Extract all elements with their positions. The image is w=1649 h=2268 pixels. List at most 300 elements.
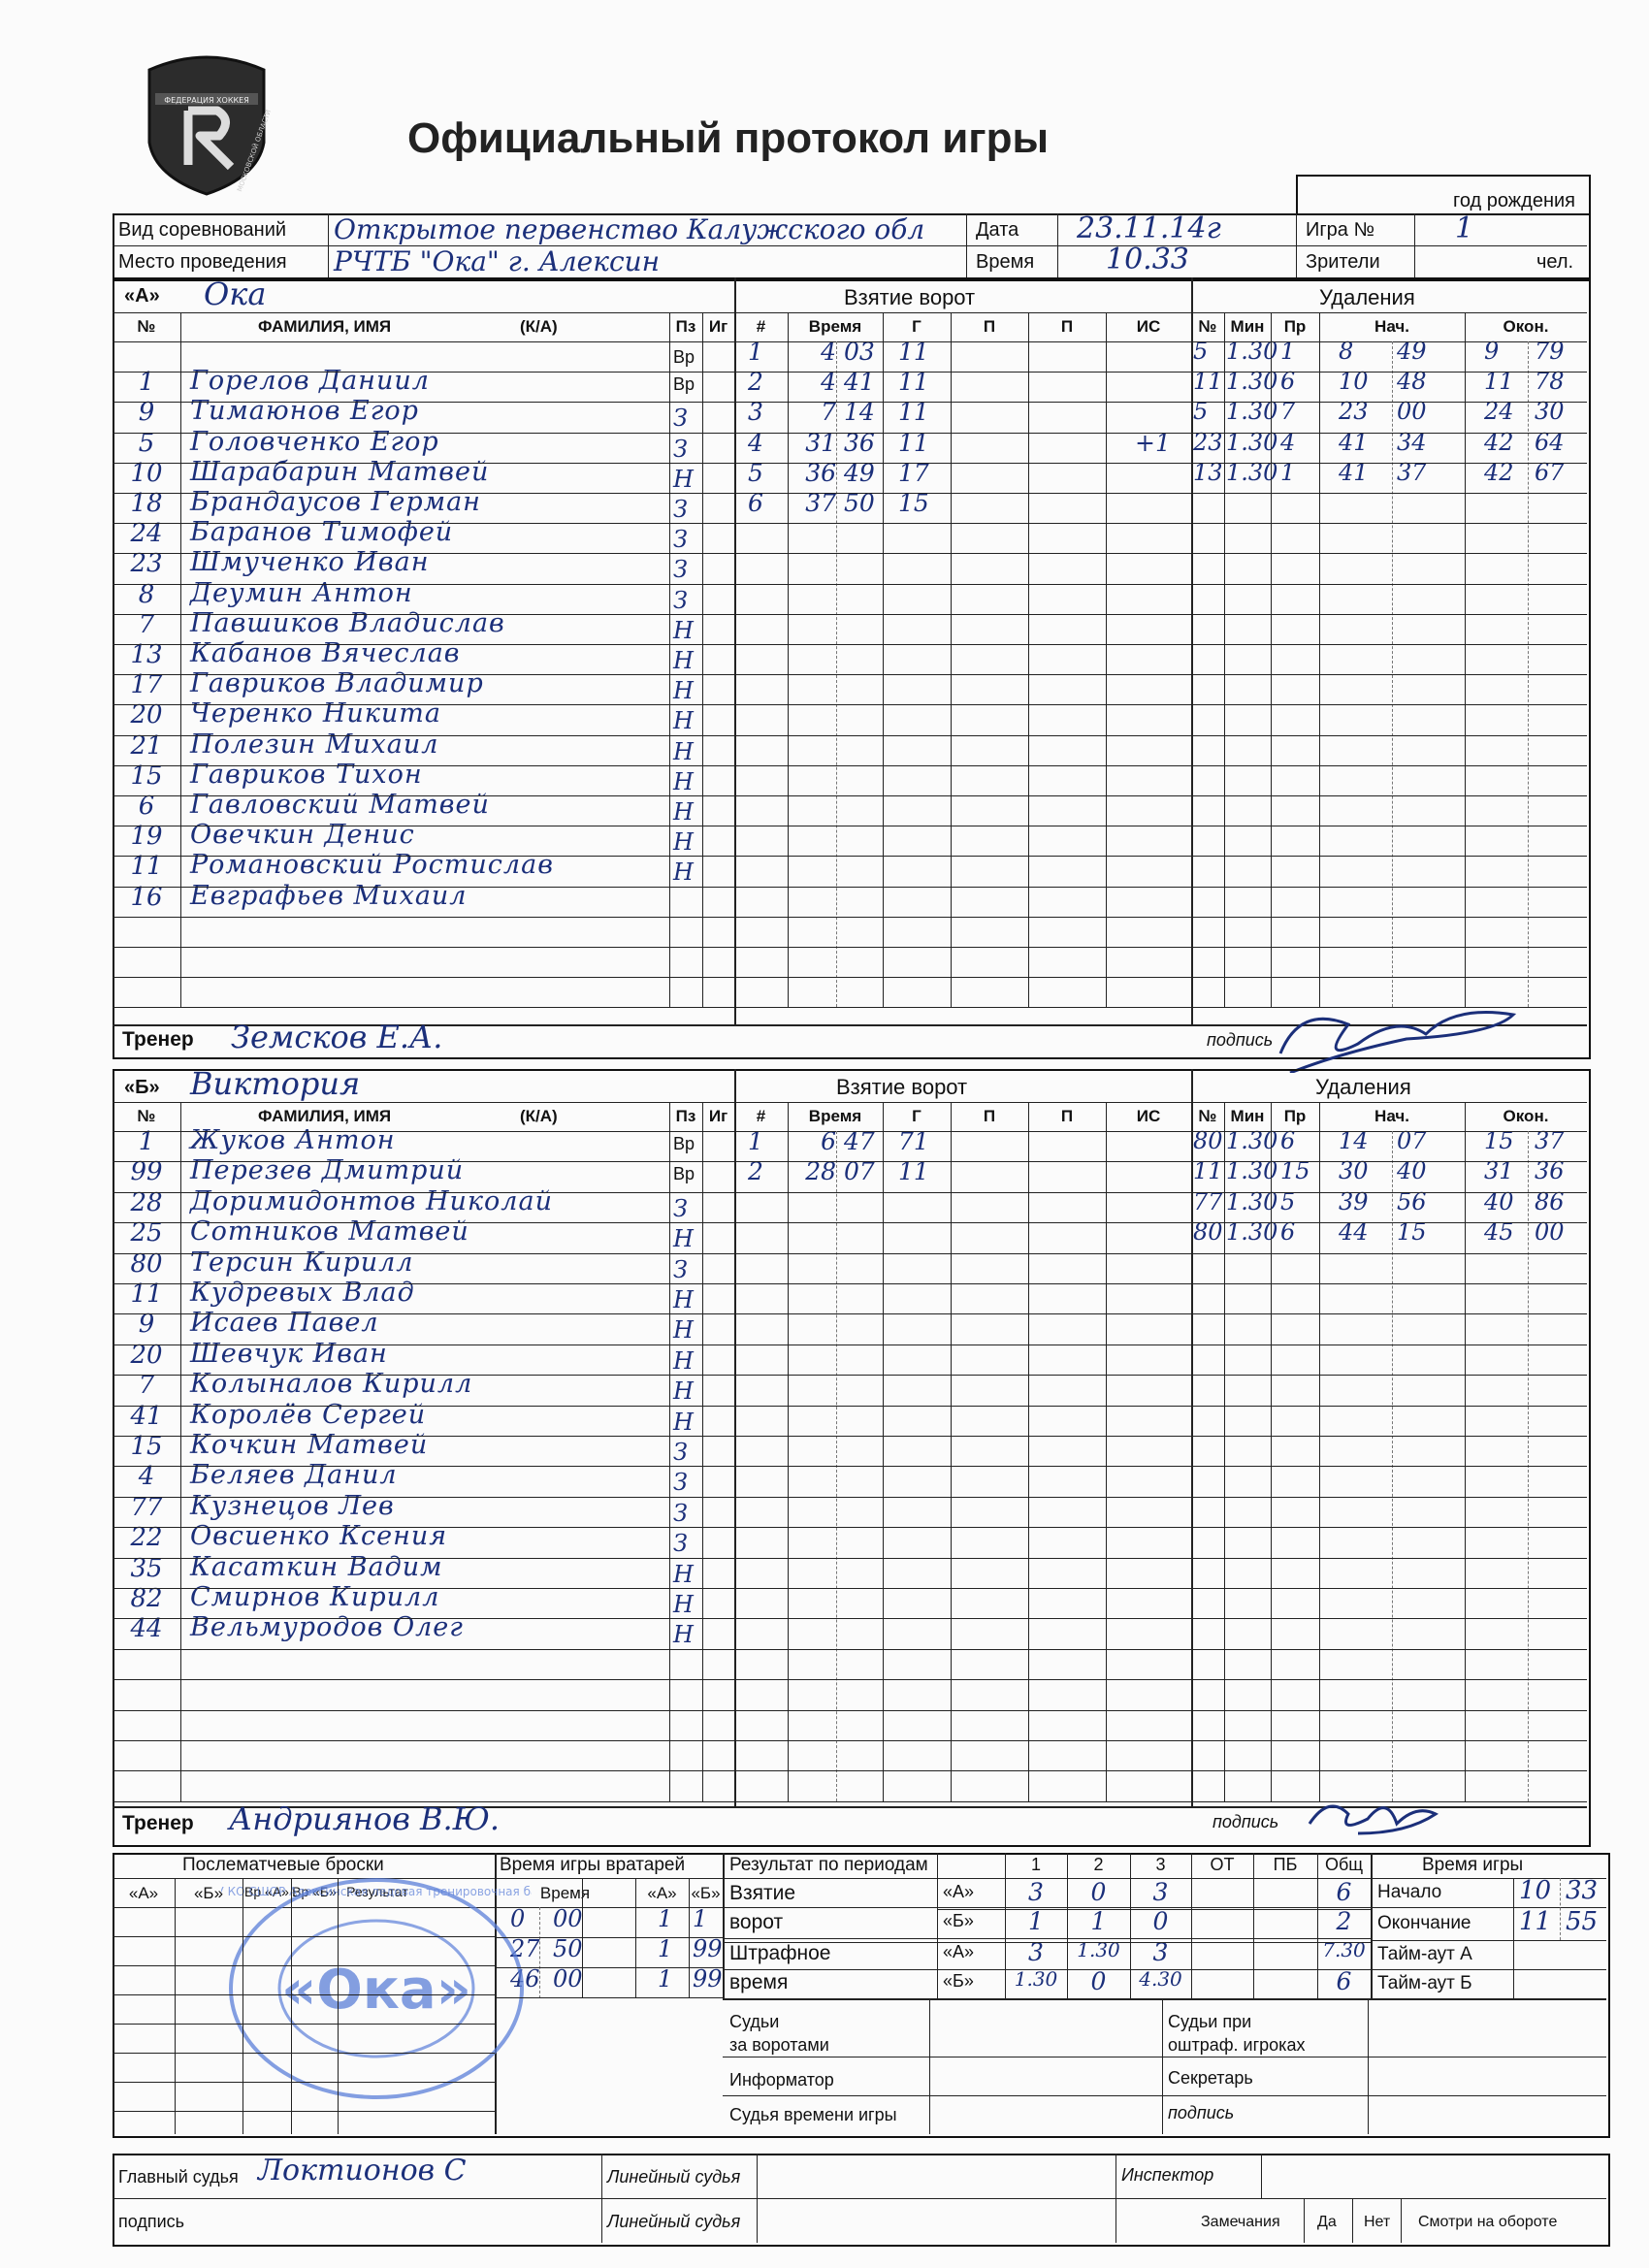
player-name: Колыналов Кирилл	[190, 1369, 473, 1400]
goalie-time-title: Время игры вратарей	[500, 1855, 686, 1875]
penalty-judges-label-2: оштраф. игроках	[1168, 2035, 1306, 2055]
team-b-col-g-time: Время	[808, 1107, 862, 1125]
player-number: 20	[130, 1340, 163, 1370]
team-a-col-p-start: Нач.	[1374, 317, 1409, 336]
player-number: 4	[138, 1462, 155, 1492]
team-a-col-p-min: Мин	[1230, 317, 1265, 336]
player-position: Н	[673, 1377, 694, 1406]
team-a-col-ig: Иг	[708, 317, 728, 336]
goal-scorer: 15	[898, 489, 929, 517]
penalty-start-second: 37	[1397, 458, 1427, 486]
team-b-col-p-pr: Пр	[1283, 1107, 1307, 1125]
goal-scorer: 17	[898, 458, 929, 487]
penalty-reason: 7	[1280, 398, 1296, 426]
remarks-label: Замечания	[1201, 2214, 1280, 2230]
goal-minute: 31	[805, 428, 836, 457]
team-a-col-g-is: ИС	[1136, 317, 1161, 336]
player-number: 20	[130, 700, 163, 730]
goal-number: 3	[748, 398, 763, 427]
period-value: 7.30	[1322, 1938, 1366, 1961]
main-referee-label: Главный судья	[118, 2167, 239, 2187]
player-row	[113, 880, 734, 917]
period-value: 0	[1090, 1878, 1107, 1906]
penalty-end-minute: 9	[1484, 338, 1500, 365]
goal-scorer: 11	[898, 398, 929, 427]
page-title: Официальный протокол игры	[407, 114, 1050, 162]
player-name: Евграфьев Михаил	[190, 880, 468, 911]
team-a-signature-label: подпись	[1207, 1030, 1274, 1050]
penalty-end-second: 30	[1535, 398, 1565, 426]
see-back-label: Смотри на обороте	[1418, 2214, 1558, 2230]
game-number-label: Игра №	[1306, 219, 1374, 241]
penalty-reason: 6	[1280, 1218, 1296, 1247]
secretary-label: Секретарь	[1168, 2068, 1253, 2088]
period-value: 3	[1028, 1878, 1044, 1906]
linesman-1-label: Линейный судья	[607, 2167, 741, 2187]
team-b-col-p-num: №	[1198, 1107, 1217, 1125]
player-name: Шевчук Иван	[190, 1338, 388, 1369]
player-position: Н	[673, 1286, 694, 1313]
player-row	[113, 1612, 734, 1649]
team-b-col-p-min: Мин	[1230, 1107, 1265, 1125]
team-b-col-p-end: Окон.	[1503, 1107, 1549, 1125]
penalty-start-minute: 41	[1339, 428, 1369, 456]
period-team-label: «Б»	[943, 1971, 974, 1991]
goalie-b-number: 99	[693, 1965, 723, 1993]
shootout-title: Послематчевые броски	[182, 1855, 384, 1875]
player-name: Головченко Егор	[190, 426, 439, 457]
player-position: Н	[673, 828, 694, 857]
player-position: Н	[673, 859, 694, 887]
goal-minute: 7	[821, 398, 836, 427]
team-b-col-g-num: #	[756, 1107, 766, 1125]
team-a-col-ka: (К/А)	[520, 317, 558, 336]
period-value: 4.30	[1139, 1967, 1182, 1991]
period-col-header: Общ	[1324, 1855, 1364, 1874]
stamp-ring-text: КО СШОР Алексинская ледовая тренировочная б	[227, 1885, 531, 1898]
penalty-end-minute: 45	[1484, 1218, 1514, 1247]
player-position: З	[673, 405, 688, 433]
player-number: 16	[130, 882, 163, 912]
time-label: Время	[976, 251, 1035, 273]
timekeeper-label: Судья времени игры	[729, 2105, 897, 2124]
penalty-player-number: 77	[1193, 1187, 1223, 1215]
period-team-label: «А»	[943, 1882, 975, 1901]
player-number: 22	[130, 1523, 163, 1553]
goal-scorer: 11	[898, 368, 929, 397]
player-position: Н	[673, 737, 694, 765]
team-a-col-p-end: Окон.	[1503, 317, 1549, 336]
penalty-minutes: 1.30	[1226, 338, 1278, 365]
penalty-reason: 6	[1280, 368, 1296, 396]
start-hour: 10	[1519, 1876, 1552, 1905]
team-a-penalties-title: Удаления	[1319, 285, 1415, 309]
penalty-end-minute: 42	[1484, 458, 1514, 486]
player-name: Гавриков Тихон	[190, 759, 423, 790]
player-position: Н	[673, 616, 694, 644]
player-number: 1	[138, 368, 155, 398]
penalty-player-number: 11	[1193, 368, 1223, 396]
penalty-start-second: 07	[1397, 1127, 1427, 1154]
player-position: З	[673, 496, 688, 523]
player-number: 6	[138, 792, 155, 821]
player-number: 28	[130, 1187, 163, 1217]
team-b-goals-title: Взятие ворот	[836, 1075, 968, 1099]
penalty-end-minute: 15	[1484, 1127, 1514, 1154]
player-position: Вр	[673, 374, 695, 395]
period-col-header: ОТ	[1210, 1855, 1235, 1874]
penalty-reason: 1	[1280, 338, 1296, 365]
player-position: Н	[673, 1560, 694, 1588]
player-position: Н	[673, 798, 694, 826]
penalty-start-second: 49	[1397, 338, 1427, 365]
penalty-end-second: 37	[1535, 1127, 1565, 1154]
player-number: 11	[130, 1280, 163, 1309]
penalty-minutes: 1.30	[1226, 398, 1278, 426]
penalty-start-second: 48	[1397, 368, 1427, 396]
penalty-reason: 1	[1280, 458, 1296, 486]
player-number: 17	[130, 670, 163, 700]
start-minute: 33	[1566, 1876, 1599, 1905]
main-referee-name: Локтионов С	[258, 2154, 467, 2187]
penalty-end-second: 78	[1535, 368, 1565, 396]
logo-text-top: ФЕДЕРАЦИЯ ХОККЕЯ	[164, 96, 249, 105]
player-name: Смирнов Кирилл	[190, 1582, 440, 1612]
period-value: 1	[1090, 1907, 1107, 1935]
team-b-col-num: №	[137, 1107, 156, 1125]
team-a-coach-label: Тренер	[122, 1028, 194, 1051]
player-number: 99	[130, 1157, 163, 1187]
player-position: Н	[673, 465, 694, 493]
penalty-minutes: 1.30	[1226, 1157, 1278, 1185]
player-name: Сотников Матвей	[190, 1216, 469, 1247]
player-name: Касаткин Вадим	[190, 1551, 443, 1582]
penalty-end-minute: 31	[1484, 1157, 1514, 1185]
player-position: З	[673, 1530, 688, 1558]
penalty-start-second: 00	[1397, 398, 1427, 426]
goals-row-label-1: Взятие	[729, 1882, 796, 1904]
birth-year-box	[1296, 175, 1591, 215]
birth-year-label: год рождения	[1452, 190, 1575, 211]
venue-label: Место проведения	[118, 251, 287, 273]
team-a-col-g-p2: П	[1060, 317, 1074, 336]
team-a-col-g-g: Г	[912, 317, 922, 336]
player-number: 41	[130, 1401, 163, 1431]
goalie-a-number: 1	[658, 1905, 673, 1932]
goal-number: 6	[748, 489, 763, 517]
spectators-label: Зрители	[1306, 251, 1380, 273]
player-position: Н	[673, 1316, 694, 1345]
shootout-col-header: Вр «Б»	[292, 1884, 337, 1899]
goal-minute: 28	[805, 1157, 836, 1186]
goal-minute: 4	[821, 338, 836, 366]
period-value: 6	[1336, 1967, 1352, 1995]
penalty-start-second: 56	[1397, 1187, 1427, 1215]
penalty-player-number: 5	[1193, 338, 1209, 365]
game-time-start-label: Начало	[1377, 1882, 1442, 1902]
shootout-col-header: Результат	[346, 1884, 408, 1899]
penalty-player-number: 80	[1193, 1127, 1223, 1154]
player-name: Жуков Антон	[190, 1125, 396, 1155]
penalty-start-minute: 14	[1339, 1127, 1369, 1154]
goal-minute: 6	[821, 1127, 836, 1155]
penalty-minutes: 1.30	[1226, 428, 1278, 456]
period-value: 1	[1028, 1907, 1044, 1935]
spectators-unit: чел.	[1536, 251, 1574, 273]
penalty-minutes: 1.30	[1226, 1127, 1278, 1154]
penalty-minutes: 1.30	[1226, 458, 1278, 486]
team-a-col-g-num: #	[756, 317, 766, 336]
player-name: Терсин Кирилл	[190, 1247, 414, 1278]
player-name: Черенко Никита	[190, 698, 442, 729]
player-number: 18	[130, 489, 163, 518]
penalty-end-minute: 40	[1484, 1187, 1514, 1215]
penalty-reason: 5	[1280, 1187, 1296, 1215]
period-col-header: 1	[1030, 1855, 1041, 1874]
penalty-end-second: 64	[1535, 428, 1565, 456]
penalty-row-label-2: время	[729, 1971, 789, 1993]
goal-strength: +1	[1135, 428, 1171, 457]
penalty-start-minute: 44	[1339, 1218, 1369, 1247]
team-b-col-g-is: ИС	[1136, 1107, 1161, 1125]
player-position: З	[673, 556, 688, 584]
penalty-start-minute: 30	[1339, 1157, 1369, 1185]
period-value: 0	[1090, 1967, 1107, 1995]
stamp-main-text: «Ока»	[281, 1959, 471, 2022]
game-number-value: 1	[1455, 211, 1474, 245]
officials-signature-label: подпись	[1168, 2103, 1235, 2122]
end-minute: 55	[1566, 1907, 1599, 1936]
goalie-time-minute: 0	[510, 1905, 526, 1932]
goal-number: 4	[748, 428, 763, 457]
player-number: 15	[130, 1432, 163, 1461]
goal-second: 50	[844, 489, 875, 517]
team-a-label: «А»	[124, 285, 160, 307]
player-position: З	[673, 1469, 688, 1497]
inspector-label: Инспектор	[1121, 2165, 1214, 2185]
player-number: 24	[130, 519, 163, 549]
team-b-signature	[1300, 1785, 1455, 1843]
shootout-col-header: «Б»	[193, 1884, 224, 1902]
goal-judges-label-2: за воротами	[729, 2035, 829, 2055]
player-position: Н	[673, 1225, 694, 1253]
player-name: Исаев Павел	[190, 1308, 379, 1339]
informer-label: Информатор	[729, 2070, 834, 2090]
team-a-col-name: ФАМИЛИЯ, ИМЯ	[258, 317, 392, 336]
penalty-end-second: 36	[1535, 1157, 1565, 1185]
player-number: 7	[138, 1371, 155, 1401]
player-number: 13	[130, 640, 163, 669]
player-name: Королёв Сергей	[190, 1399, 427, 1430]
player-name: Горелов Даниил	[190, 366, 430, 397]
penalty-minutes: 1.30	[1226, 1187, 1278, 1215]
player-number: 10	[130, 458, 163, 488]
team-b-name: Виктория	[190, 1065, 361, 1102]
player-number: 9	[138, 398, 155, 428]
goal-judges-label-1: Судьи	[729, 2012, 780, 2031]
remarks-no: Нет	[1364, 2214, 1391, 2230]
player-position: Н	[673, 1591, 694, 1618]
game-time-timeout-a-label: Тайм-аут А	[1377, 1944, 1472, 1964]
goal-scorer: 11	[898, 338, 929, 366]
goal-row	[734, 489, 1191, 523]
player-name: Шарабарин Матвей	[190, 456, 490, 487]
game-time-end-label: Окончание	[1377, 1913, 1471, 1933]
penalty-minutes: 1.30	[1226, 368, 1278, 396]
period-value: 2	[1336, 1907, 1352, 1935]
period-col-header: 2	[1093, 1855, 1104, 1874]
player-position: Н	[673, 1346, 694, 1375]
competition-value: Открытое первенство Калужского обл	[334, 213, 925, 245]
end-hour: 11	[1519, 1907, 1552, 1936]
goalie-time-minute: 46	[510, 1965, 540, 1993]
goalie-a-number: 1	[658, 1965, 673, 1993]
period-value: 1.30	[1077, 1938, 1120, 1961]
team-a-col-p-num: №	[1198, 317, 1217, 336]
player-number: 35	[130, 1553, 163, 1583]
goal-number: 2	[748, 368, 763, 397]
goal-second: 36	[844, 428, 875, 457]
goal-scorer: 11	[898, 1157, 929, 1186]
goal-number: 2	[748, 1157, 763, 1186]
team-b-col-g-p1: П	[983, 1107, 996, 1125]
penalty-start-second: 15	[1397, 1218, 1427, 1247]
goal-scorer: 11	[898, 428, 929, 457]
time-value: 10.33	[1106, 243, 1189, 276]
team-b-label: «Б»	[124, 1077, 160, 1098]
date-label: Дата	[976, 219, 1019, 241]
player-name: Деумин Антон	[190, 577, 413, 608]
player-position: Вр	[673, 347, 695, 367]
period-value: 3	[1152, 1878, 1169, 1906]
penalty-reason: 6	[1280, 1127, 1296, 1154]
date-value: 23.11.14г	[1077, 211, 1221, 245]
competition-label: Вид соревнований	[118, 219, 287, 241]
team-a-col-g-time: Время	[808, 317, 862, 336]
player-number: 80	[130, 1248, 163, 1279]
player-name: Павшиков Владислав	[190, 607, 505, 638]
player-position: Н	[673, 647, 694, 674]
penalty-minutes: 1.30	[1226, 1218, 1278, 1247]
team-b-col-p-start: Нач.	[1374, 1107, 1409, 1125]
main-referee-signature-label: подпись	[118, 2212, 185, 2231]
penalty-end-minute: 11	[1484, 368, 1514, 396]
goal-second: 47	[844, 1127, 875, 1155]
goalie-a-number: 1	[658, 1935, 673, 1962]
period-value: 3	[1028, 1938, 1044, 1966]
team-b-coach-name: Андриянов В.Ю.	[229, 1800, 501, 1837]
goal-minute: 4	[821, 368, 836, 397]
penalty-player-number: 80	[1193, 1218, 1223, 1247]
player-position: Н	[673, 1408, 694, 1436]
goal-second: 14	[844, 398, 875, 427]
player-position: З	[673, 526, 688, 554]
team-a-col-p-pr: Пр	[1283, 317, 1307, 336]
period-col-header: 3	[1155, 1855, 1166, 1874]
team-b-signature-label: подпись	[1212, 1812, 1279, 1831]
period-team-label: «А»	[943, 1942, 975, 1961]
period-value: 1.30	[1014, 1967, 1058, 1991]
penalty-start-second: 40	[1397, 1157, 1427, 1185]
player-position: Вр	[673, 1164, 695, 1184]
player-position: З	[673, 435, 688, 463]
player-name: Кузнецов Лев	[190, 1490, 395, 1521]
player-name: Гавриков Владимир	[190, 668, 484, 699]
player-name: Тимаюнов Егор	[190, 396, 419, 427]
team-a-col-num: №	[137, 317, 156, 336]
goalie-time-col-header: «Б»	[691, 1884, 721, 1902]
shootout-col-header: Вр «А»	[244, 1884, 289, 1899]
player-number: 19	[130, 822, 163, 852]
player-number: 8	[138, 579, 155, 609]
periods-title: Результат по периодам	[729, 1855, 928, 1875]
penalty-end-minute: 42	[1484, 428, 1514, 456]
organization-stamp	[221, 1872, 532, 2105]
penalty-player-number: 23	[1193, 428, 1223, 456]
game-time-title: Время игры	[1422, 1855, 1524, 1875]
penalty-player-number: 11	[1193, 1157, 1223, 1185]
penalty-end-second: 86	[1535, 1187, 1565, 1215]
penalty-reason: 4	[1280, 428, 1296, 456]
penalty-start-minute: 10	[1339, 368, 1369, 396]
team-a-name: Ока	[204, 275, 267, 312]
penalty-player-number: 13	[1193, 458, 1223, 486]
penalty-judges-label-1: Судьи при	[1168, 2012, 1252, 2031]
penalty-start-minute: 39	[1339, 1187, 1369, 1215]
player-name: Кабанов Вячеслав	[190, 638, 461, 668]
player-position: Н	[673, 767, 694, 795]
player-name: Овсиенко Ксения	[190, 1521, 448, 1552]
player-number: 9	[138, 1310, 155, 1340]
team-a-signature	[1261, 986, 1533, 1073]
player-number: 5	[138, 428, 155, 458]
player-position: Н	[673, 1621, 694, 1649]
player-position: З	[673, 1255, 688, 1283]
team-b-col-ig: Иг	[708, 1107, 728, 1125]
player-number: 23	[130, 549, 163, 579]
player-name: Кочкин Матвей	[190, 1430, 429, 1460]
player-name: Гавловский Матвей	[190, 790, 490, 820]
period-col-header: ПБ	[1273, 1855, 1298, 1874]
player-position: Вр	[673, 1134, 695, 1153]
player-name: Брандаусов Герман	[190, 487, 481, 517]
player-position: З	[673, 1194, 688, 1222]
team-b-col-g-g: Г	[912, 1107, 922, 1125]
penalty-end-second: 79	[1535, 338, 1565, 365]
goal-second: 41	[844, 368, 875, 397]
player-name: Вельмуродов Олег	[190, 1612, 464, 1643]
team-b-col-pz: Пз	[675, 1107, 696, 1125]
team-a-col-pz: Пз	[675, 317, 696, 336]
goalie-time-second: 00	[553, 1965, 583, 1993]
player-name: Беляев Данил	[190, 1460, 398, 1491]
penalty-end-second: 00	[1535, 1218, 1565, 1247]
player-number: 44	[130, 1614, 163, 1644]
federation-logo	[142, 50, 272, 196]
goal-number: 1	[748, 338, 763, 366]
player-number: 25	[130, 1218, 163, 1248]
goalie-b-number: 99	[693, 1935, 723, 1962]
player-name: Романовский Ростислав	[190, 850, 554, 881]
goalie-time-second: 50	[553, 1935, 583, 1962]
penalty-reason: 15	[1280, 1157, 1310, 1185]
penalty-start-second: 34	[1397, 428, 1427, 456]
team-a-goals-title: Взятие ворот	[844, 285, 976, 309]
player-position: З	[673, 1499, 688, 1527]
goal-row	[734, 1157, 1191, 1191]
team-a-coach-name: Земсков Е.А.	[231, 1019, 443, 1055]
goalie-time-second: 00	[553, 1905, 583, 1932]
